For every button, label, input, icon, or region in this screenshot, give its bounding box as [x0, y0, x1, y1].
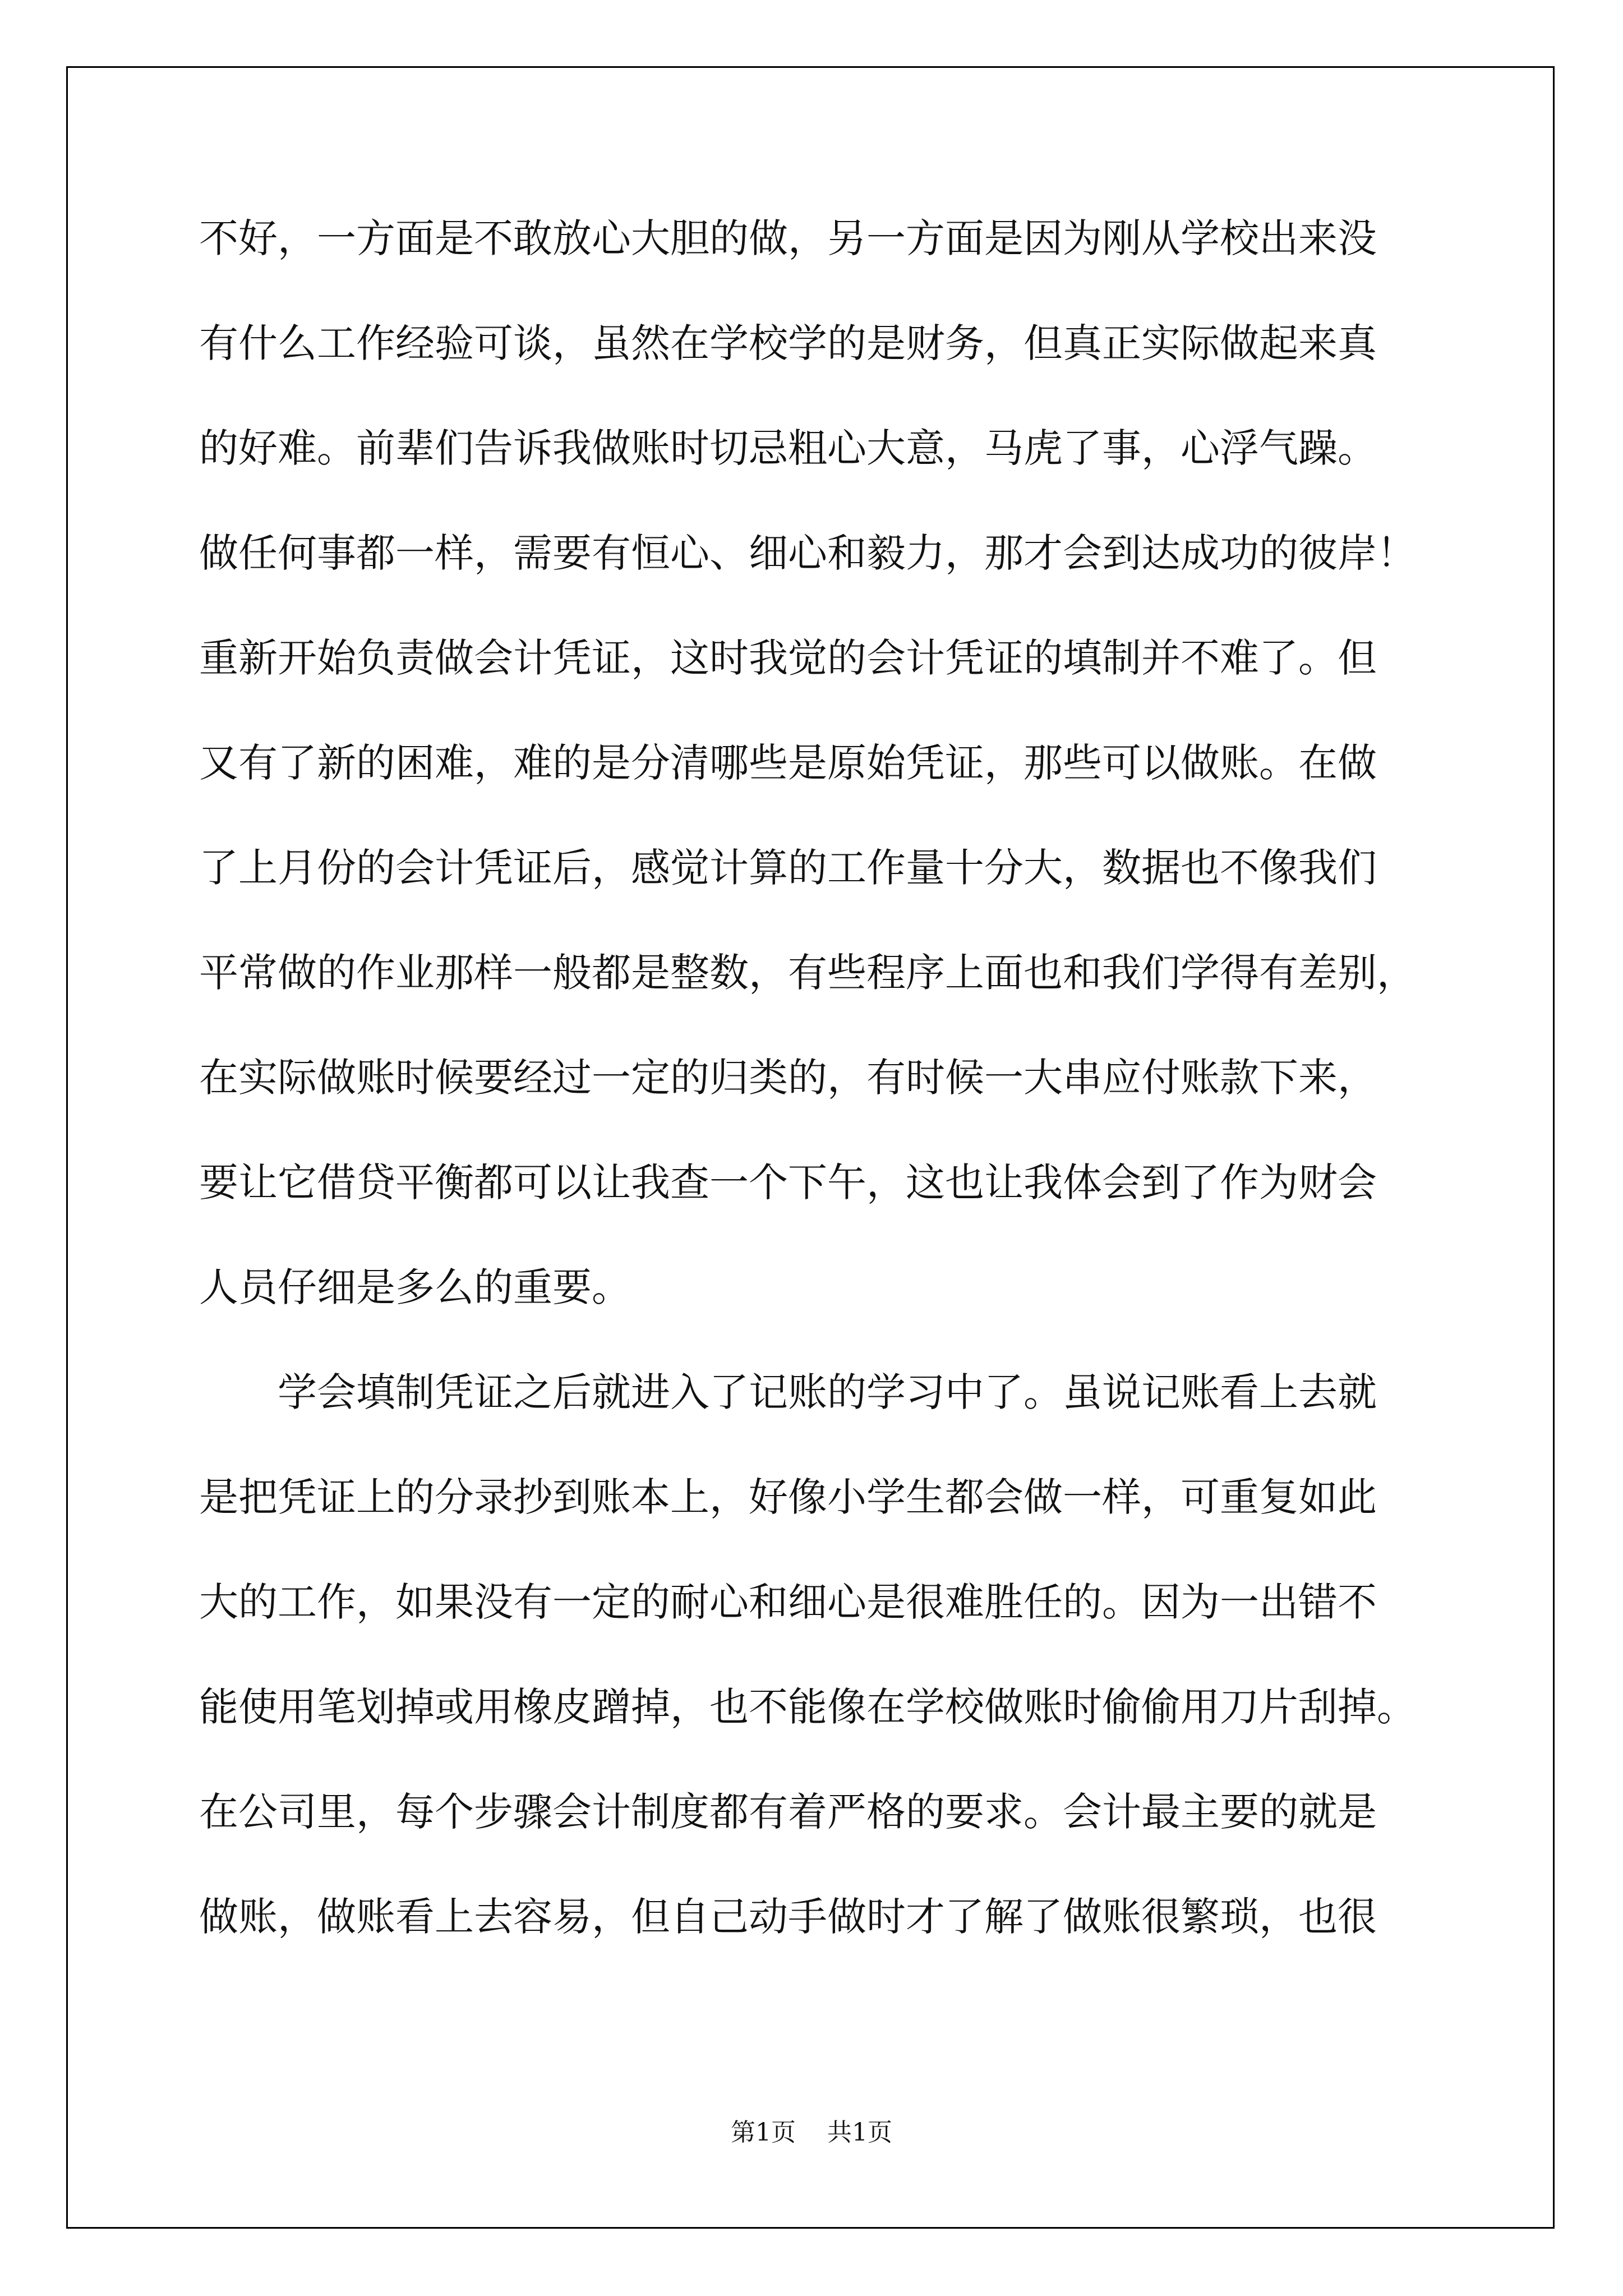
text-line: 在公司里，每个步骤会计制度都有着严格的要求。会计最主要的就是 [199, 1789, 1377, 1835]
text-line: 平常做的作业那样一般都是整数，有些程序上面也和我们学得有差别， [199, 950, 1416, 996]
text-line: 是把凭证上的分录抄到账本上，好像小学生都会做一样，可重复如此 [199, 1474, 1377, 1520]
text-line: 做账，做账看上去容易，但自己动手做时才了解了做账很繁琐，也很 [199, 1894, 1377, 1940]
document-body [199, 215, 1433, 2002]
page-number: 第1页 [731, 2118, 796, 2147]
text-line: 不好，一方面是不敢放心大胆的做，另一方面是因为刚从学校出来没 [199, 215, 1377, 261]
text-line: 又有了新的困难，难的是分清哪些是原始凭证，那些可以做账。在做 [199, 740, 1377, 786]
text-line: 有什么工作经验可谈，虽然在学校学的是财务，但真正实际做起来真 [199, 320, 1377, 366]
text-line: 大的工作，如果没有一定的耐心和细心是很难胜任的。因为一出错不 [199, 1579, 1377, 1625]
text-line: 做任何事都一样，需要有恒心、细心和毅力，那才会到达成功的彼岸！ [199, 530, 1416, 576]
text-line: 能使用笔划掉或用橡皮蹭掉，也不能像在学校做账时偷偷用刀片刮掉。 [199, 1684, 1416, 1730]
text-line: 要让它借贷平衡都可以让我查一个下午，这也让我体会到了作为财会 [199, 1159, 1377, 1205]
paragraph-first-line: 学会填制凭证之后就进入了记账的学习中了。虽说记账看上去就 [278, 1369, 1377, 1415]
text-line: 在实际做账时候要经过一定的归类的，有时候一大串应付账款下来， [199, 1055, 1377, 1101]
text-line: 重新开始负责做会计凭证，这时我觉的会计凭证的填制并不难了。但 [199, 635, 1377, 681]
text-line: 了上月份的会计凭证后，感觉计算的工作量十分大，数据也不像我们 [199, 845, 1377, 891]
page-total: 共1页 [827, 2118, 892, 2147]
text-line: 的好难。前辈们告诉我做账时切忌粗心大意，马虎了事，心浮气躁。 [199, 425, 1377, 471]
text-line: 人员仔细是多么的重要。 [199, 1264, 631, 1310]
page-footer [0, 2112, 1623, 2148]
